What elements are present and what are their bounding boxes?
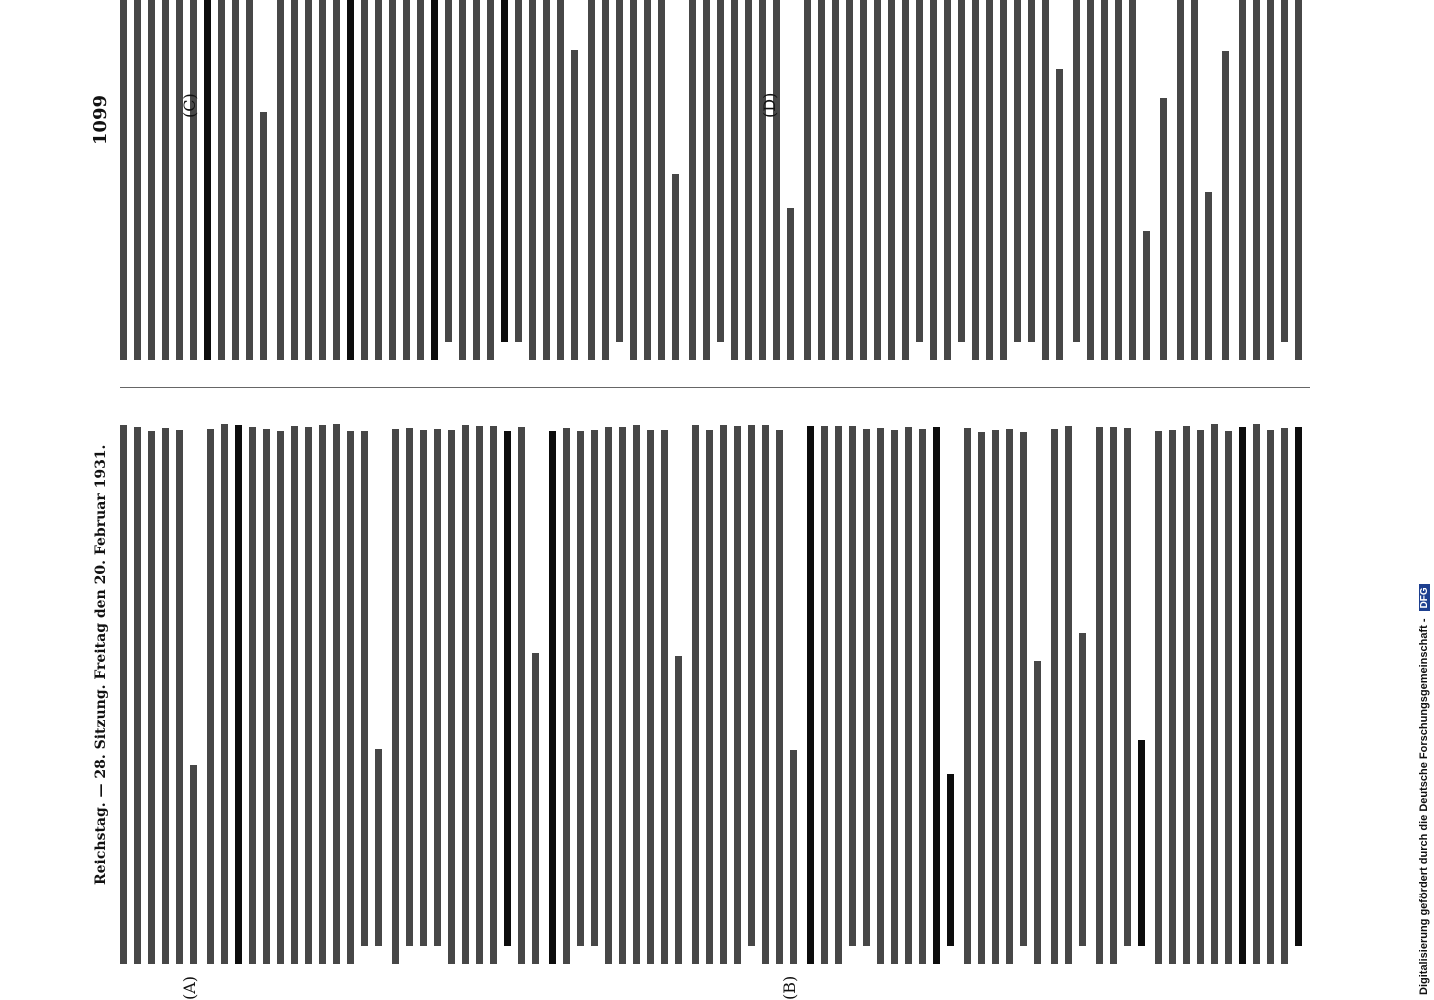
text-line xyxy=(849,426,856,946)
text-line xyxy=(902,0,909,360)
text-line xyxy=(557,0,564,360)
text-line xyxy=(1281,0,1288,342)
text-line xyxy=(420,430,427,946)
text-line xyxy=(1096,427,1103,964)
text-line xyxy=(501,0,508,342)
text-line xyxy=(1079,633,1086,946)
text-line xyxy=(1087,0,1094,360)
text-line xyxy=(375,749,382,946)
text-line xyxy=(1143,231,1150,360)
text-line xyxy=(675,656,682,964)
text-line xyxy=(361,0,368,360)
text-line xyxy=(392,429,399,964)
text-line xyxy=(148,431,155,964)
text-line xyxy=(958,0,965,342)
text-line xyxy=(807,426,814,964)
text-line xyxy=(672,174,679,360)
text-line xyxy=(1065,426,1072,964)
text-line xyxy=(1006,429,1013,964)
text-line xyxy=(1267,430,1274,964)
text-line xyxy=(790,750,797,964)
text-line xyxy=(459,0,466,360)
text-line xyxy=(986,0,993,360)
text-line xyxy=(120,0,127,360)
text-line xyxy=(333,0,340,360)
text-line xyxy=(445,0,452,342)
text-line xyxy=(832,0,839,360)
text-line xyxy=(403,0,410,360)
text-line xyxy=(571,50,578,360)
text-line xyxy=(277,431,284,964)
text-line xyxy=(134,0,141,360)
text-line xyxy=(263,429,270,964)
text-line xyxy=(658,0,665,360)
digitization-note-text: Digitalisierung gefördert durch die Deutsche Forschungsgemeinschaft - xyxy=(1418,618,1430,995)
text-line xyxy=(162,428,169,964)
text-line xyxy=(577,431,584,946)
text-line xyxy=(633,425,640,964)
text-line xyxy=(745,0,752,360)
text-line xyxy=(1073,0,1080,342)
text-line xyxy=(706,430,713,964)
text-line xyxy=(176,431,183,965)
text-line xyxy=(148,0,155,360)
text-line xyxy=(305,0,312,360)
text-line xyxy=(207,429,214,964)
margin-marker-a: (A) xyxy=(180,975,199,1000)
text-line xyxy=(933,427,940,964)
text-line xyxy=(1000,0,1007,360)
text-line xyxy=(176,0,183,360)
text-line xyxy=(417,0,424,360)
text-line xyxy=(1295,0,1302,360)
text-line xyxy=(1295,427,1302,946)
text-line xyxy=(1129,0,1136,360)
text-line xyxy=(563,428,570,964)
dfg-logo: DFG xyxy=(1419,584,1430,611)
text-line xyxy=(863,429,870,946)
text-line xyxy=(1191,0,1198,360)
text-line xyxy=(347,431,354,964)
text-line xyxy=(731,0,738,360)
text-line xyxy=(630,0,637,360)
text-line xyxy=(776,430,783,964)
text-line xyxy=(689,0,696,360)
text-line xyxy=(821,426,828,964)
text-line xyxy=(305,427,312,964)
text-line xyxy=(1034,661,1041,964)
text-line xyxy=(431,0,438,360)
text-line xyxy=(291,426,298,964)
text-line xyxy=(891,430,898,964)
text-line xyxy=(1267,0,1274,360)
text-line xyxy=(1239,0,1246,360)
text-line xyxy=(588,0,595,360)
text-line xyxy=(190,765,197,964)
text-line xyxy=(773,0,780,360)
text-line xyxy=(888,0,895,360)
text-line xyxy=(221,424,228,964)
text-line xyxy=(333,424,340,964)
text-line xyxy=(218,0,225,360)
text-line xyxy=(1253,424,1260,964)
text-line xyxy=(591,430,598,946)
margin-marker-c: (C) xyxy=(180,93,199,118)
text-line xyxy=(434,429,441,946)
text-line xyxy=(947,774,954,946)
text-line xyxy=(1169,430,1176,964)
text-line xyxy=(877,428,884,964)
text-line xyxy=(972,0,979,360)
text-line xyxy=(518,427,525,964)
text-line xyxy=(787,208,794,360)
text-line xyxy=(619,427,626,964)
text-line xyxy=(1042,0,1049,360)
text-line xyxy=(1124,428,1131,946)
text-line xyxy=(232,0,239,360)
text-line xyxy=(347,0,354,360)
text-line xyxy=(260,112,267,360)
text-line xyxy=(1197,430,1204,964)
text-line xyxy=(692,425,699,964)
text-line xyxy=(804,0,811,360)
text-line xyxy=(549,431,556,964)
text-column-right xyxy=(120,0,1315,360)
text-line xyxy=(406,428,413,946)
text-line xyxy=(1115,0,1122,360)
page-number: 1099 xyxy=(90,95,111,146)
text-line xyxy=(532,653,539,964)
text-line xyxy=(1177,0,1184,360)
text-line xyxy=(762,425,769,964)
text-line xyxy=(1101,0,1108,360)
text-line xyxy=(964,428,971,964)
text-line xyxy=(1138,741,1145,947)
text-line xyxy=(1028,0,1035,342)
text-line xyxy=(1211,424,1218,964)
text-column-left xyxy=(120,404,1315,964)
text-line xyxy=(616,0,623,342)
text-line xyxy=(661,430,668,964)
text-line xyxy=(835,426,842,964)
text-line xyxy=(473,0,480,360)
text-line xyxy=(1222,51,1229,360)
text-line xyxy=(647,430,654,964)
text-line xyxy=(291,0,298,360)
text-line xyxy=(204,0,211,360)
rotated-page-content xyxy=(90,92,1320,1000)
text-line xyxy=(529,0,536,360)
page-header xyxy=(90,95,118,970)
text-line xyxy=(992,430,999,964)
text-line xyxy=(543,0,550,360)
text-line xyxy=(162,0,169,360)
text-line xyxy=(720,425,727,964)
header-session-text: Reichstag. — 28. Sitzung. Freitag den 20. Februar 1931. xyxy=(93,444,109,885)
text-line xyxy=(277,0,284,360)
text-line xyxy=(818,0,825,360)
text-line xyxy=(846,0,853,360)
text-line xyxy=(759,0,766,360)
text-line xyxy=(319,425,326,964)
text-line xyxy=(1225,431,1232,964)
text-line xyxy=(602,0,609,360)
text-line xyxy=(235,425,242,964)
margin-marker-d: (D) xyxy=(760,92,779,118)
column-divider xyxy=(120,387,1310,388)
text-line xyxy=(476,426,483,964)
text-line xyxy=(748,425,755,946)
text-line xyxy=(249,427,256,964)
text-line xyxy=(1056,69,1063,360)
text-line xyxy=(874,0,881,360)
text-line xyxy=(448,430,455,964)
text-line xyxy=(1205,192,1212,360)
text-line xyxy=(916,0,923,342)
text-line xyxy=(644,0,651,360)
text-line xyxy=(190,0,197,360)
text-line xyxy=(120,425,127,964)
text-line xyxy=(134,427,141,964)
text-line xyxy=(361,431,368,946)
text-line xyxy=(246,0,253,360)
text-line xyxy=(905,427,912,964)
text-line xyxy=(1110,427,1117,964)
text-line xyxy=(944,0,951,360)
text-line xyxy=(919,429,926,964)
text-line xyxy=(1253,0,1260,360)
text-line xyxy=(703,0,710,360)
text-line xyxy=(462,425,469,964)
text-line xyxy=(1155,431,1162,964)
text-line xyxy=(1051,429,1058,964)
text-line xyxy=(490,426,497,964)
text-line xyxy=(375,0,382,360)
text-line xyxy=(717,0,724,342)
text-line xyxy=(930,0,937,360)
text-line xyxy=(515,0,522,342)
text-line xyxy=(978,432,985,964)
text-line xyxy=(605,427,612,964)
text-line xyxy=(389,0,396,360)
text-line xyxy=(504,431,511,946)
text-line xyxy=(319,0,326,360)
digitization-note xyxy=(1418,5,1430,995)
text-line xyxy=(1160,98,1167,360)
text-line xyxy=(1281,428,1288,964)
text-line xyxy=(1020,432,1027,946)
text-line xyxy=(1183,426,1190,964)
text-line xyxy=(1014,0,1021,342)
margin-marker-b: (B) xyxy=(780,975,799,1000)
text-line xyxy=(487,0,494,360)
text-line xyxy=(860,0,867,360)
text-line xyxy=(1239,427,1246,964)
text-line xyxy=(734,426,741,964)
